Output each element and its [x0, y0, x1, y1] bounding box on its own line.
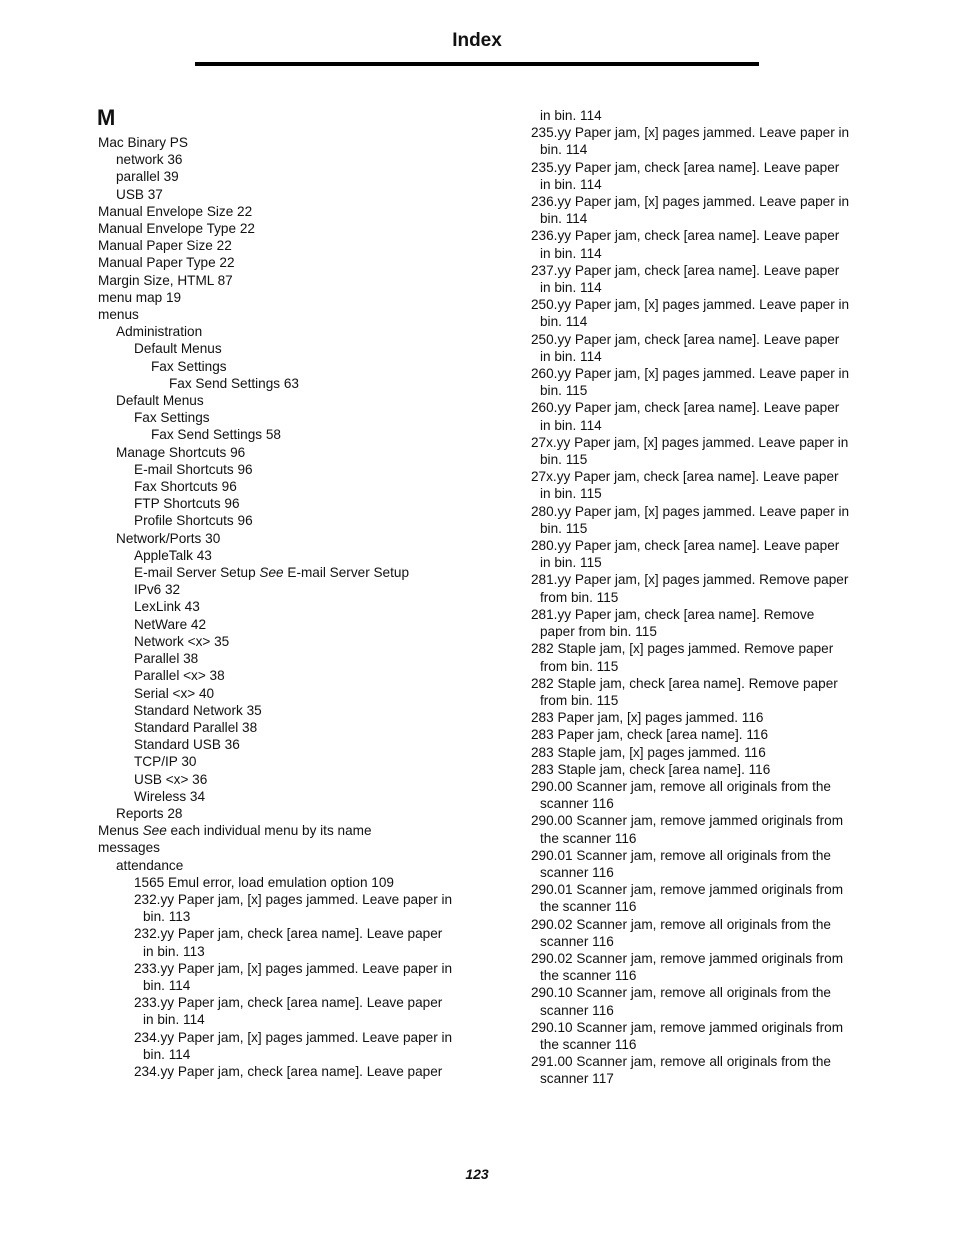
index-subentry [98, 925, 468, 959]
entry-continuation: in bin. 114 [540, 280, 602, 296]
entry-continuation: the scanner 116 [540, 899, 637, 915]
entry-text: 280.yy Paper jam, [x] pages jammed. Leave paper in [531, 503, 850, 519]
index-entry: messages [98, 840, 160, 856]
index-subentry [531, 227, 871, 261]
index-subentry: Parallel 38 [134, 651, 199, 667]
entry-text: 290.10 Scanner jam, remove jammed originals from [531, 1019, 844, 1035]
entry-continuation: bin. 115 [540, 383, 588, 399]
index-entry: Mac Binary PS [98, 135, 188, 150]
entry-continuation: bin. 113 [143, 909, 191, 925]
entry-text: 235.yy Paper jam, check [area name]. Leave paper [531, 159, 840, 175]
entry-text: 290.02 Scanner jam, remove jammed originals from [531, 950, 844, 966]
entry-continuation: scanner 117 [540, 1071, 614, 1087]
entry-continuation: from bin. 115 [540, 692, 619, 708]
entry-text: 290.02 Scanner jam, remove all originals from the [531, 916, 831, 932]
index-subentry: IPv6 32 [134, 582, 181, 598]
index-subentry: Network <x> 35 [134, 633, 230, 649]
index-subentry [531, 262, 871, 296]
header-divider [195, 62, 759, 66]
index-subentry [531, 640, 871, 674]
entry-text: 250.yy Paper jam, [x] pages jammed. Leave paper in [531, 297, 850, 313]
index-subentry [531, 916, 871, 950]
entry-text: 235.yy Paper jam, [x] pages jammed. Leave paper in [531, 125, 850, 141]
index-subentry [531, 503, 871, 537]
index-subentry: 283 Staple jam, [x] pages jammed. 116 [531, 744, 766, 760]
entry-continuation: scanner 116 [540, 864, 614, 880]
entry-text: 250.yy Paper jam, check [area name]. Leave paper [531, 331, 840, 347]
entry-text: 260.yy Paper jam, [x] pages jammed. Leave paper in [531, 366, 850, 382]
entry-continuation: from bin. 115 [540, 589, 619, 605]
index-subentry: AppleTalk 43 [134, 547, 212, 563]
entry-text: each individual menu by its name [166, 823, 372, 839]
index-subentry: Wireless 34 [134, 788, 206, 804]
entry-continuation: in bin. 113 [143, 943, 205, 959]
entry-text: 290.00 Scanner jam, remove all originals from the [531, 778, 831, 794]
index-subentry: Fax Settings [134, 410, 210, 426]
entry-continuation: bin. 114 [540, 142, 588, 158]
entry-continuation: bin. 114 [143, 1046, 191, 1062]
entry-text: 280.yy Paper jam, check [area name]. Leave paper [531, 538, 840, 554]
entry-text: 236.yy Paper jam, check [area name]. Leave paper [531, 228, 840, 244]
index-subentry: Serial <x> 40 [134, 685, 215, 701]
index-subentry: TCP/IP 30 [134, 754, 197, 770]
index-column-left [98, 134, 468, 1080]
index-subentry [531, 950, 871, 984]
entry-continuation: scanner 116 [540, 1002, 614, 1018]
index-column-right [531, 107, 871, 1088]
index-entry: Manual Envelope Size 22 [98, 203, 253, 219]
index-subentry [98, 564, 468, 581]
index-subentry [531, 984, 871, 1018]
entry-continuation: bin. 114 [540, 314, 588, 330]
entry-text: 290.10 Scanner jam, remove all originals from the [531, 985, 831, 1001]
index-subentry [98, 1029, 468, 1063]
index-subentry [531, 468, 871, 502]
entry-text: 236.yy Paper jam, [x] pages jammed. Leave paper in [531, 194, 850, 210]
entry-continuation: the scanner 116 [540, 968, 637, 984]
index-subentry [531, 1019, 871, 1053]
index-subentry [531, 193, 871, 227]
entry-text: 282 Staple jam, [x] pages jammed. Remove paper [531, 641, 834, 657]
index-section-letter: M [97, 105, 116, 130]
index-subentry: parallel 39 [116, 169, 179, 185]
index-subentry: Reports 28 [116, 805, 183, 821]
index-subentry: 234.yy Paper jam, check [area name]. Leave paper [134, 1063, 443, 1079]
index-subentry [98, 891, 468, 925]
see-reference: See [142, 823, 167, 839]
index-entry: menu map 19 [98, 289, 182, 305]
index-subentry [531, 881, 871, 915]
index-subentry: Parallel <x> 38 [134, 668, 225, 684]
index-entry: Margin Size, HTML 87 [98, 272, 233, 288]
page-number: 123 [465, 1166, 489, 1182]
index-subentry [531, 606, 871, 640]
index-subentry [531, 296, 871, 330]
index-subentry [531, 399, 871, 433]
index-subentry: LexLink 43 [134, 599, 200, 615]
index-subentry: USB <x> 36 [134, 771, 208, 787]
entry-continuation: in bin. 114 [540, 417, 602, 433]
index-subentry: attendance [116, 857, 184, 873]
index-entry: Manual Envelope Type 22 [98, 221, 255, 237]
index-subentry: Default Menus [116, 393, 204, 409]
entry-text: 291.00 Scanner jam, remove all originals from the [531, 1054, 831, 1070]
index-subentry [531, 675, 871, 709]
index-subentry [531, 365, 871, 399]
index-subentry [531, 159, 871, 193]
entry-text: 281.yy Paper jam, check [area name]. Remove [531, 606, 815, 622]
index-subentry: Administration [116, 324, 203, 340]
entry-continuation: from bin. 115 [540, 658, 619, 674]
entry-text: 233.yy Paper jam, check [area name]. Leave paper [134, 995, 443, 1011]
index-subentry: Default Menus [134, 341, 222, 357]
index-subentry: Fax Send Settings 63 [169, 375, 299, 391]
entry-text: 234.yy Paper jam, [x] pages jammed. Leave paper in [134, 1029, 453, 1045]
index-subentry [531, 124, 871, 158]
entry-text: 233.yy Paper jam, [x] pages jammed. Leave paper in [134, 960, 453, 976]
entry-text: 232.yy Paper jam, check [area name]. Leave paper [134, 926, 443, 942]
index-subentry [531, 537, 871, 571]
entry-continuation: bin. 114 [540, 211, 588, 227]
entry-continuation: in bin. 114 [540, 348, 602, 364]
index-subentry: Standard USB 36 [134, 737, 240, 753]
entry-text: 290.01 Scanner jam, remove jammed originals from [531, 882, 844, 898]
index-subentry [531, 434, 871, 468]
entry-text: E-mail Server Setup [283, 565, 410, 581]
index-subentry: USB 37 [116, 186, 163, 202]
entry-continuation: bin. 115 [540, 520, 588, 536]
entry-text: 27x.yy Paper jam, check [area name]. Leave paper [531, 469, 839, 485]
index-subentry: E-mail Shortcuts 96 [134, 461, 253, 477]
index-subentry [531, 571, 871, 605]
index-subentry: Standard Network 35 [134, 702, 262, 718]
entry-text: 290.01 Scanner jam, remove all originals from the [531, 847, 831, 863]
index-subentry: 283 Paper jam, check [area name]. 116 [531, 727, 769, 743]
entry-text: 281.yy Paper jam, [x] pages jammed. Remove paper [531, 572, 849, 588]
index-subentry: Standard Parallel 38 [134, 719, 258, 735]
index-subentry: NetWare 42 [134, 616, 207, 632]
entry-continuation: in bin. 114 [143, 1012, 205, 1028]
entry-text: 260.yy Paper jam, check [area name]. Leave paper [531, 400, 840, 416]
index-subentry: Manage Shortcuts 96 [116, 444, 246, 460]
index-subentry: network 36 [116, 152, 183, 168]
entry-continuation: the scanner 116 [540, 1036, 637, 1052]
page-header-title: Index [452, 30, 502, 51]
index-subentry [531, 778, 871, 812]
index-subentry [98, 960, 468, 994]
entry-continuation: scanner 116 [540, 796, 614, 812]
index-subentry [98, 994, 468, 1028]
entry-text: Menus [98, 823, 143, 839]
index-subentry: Fax Settings [151, 358, 227, 374]
index-subentry: Fax Send Settings 58 [151, 427, 281, 443]
index-subentry [531, 812, 871, 846]
entry-continuation: in bin. 114 [540, 176, 602, 192]
entry-continuation: bin. 115 [540, 452, 588, 468]
index-entry [98, 822, 468, 839]
entry-text: 282 Staple jam, check [area name]. Remove paper [531, 675, 838, 691]
index-subentry: 1565 Emul error, load emulation option 109 [134, 874, 394, 890]
index-subentry [531, 331, 871, 365]
entry-text: 27x.yy Paper jam, [x] pages jammed. Leave paper in [531, 434, 849, 450]
entry-continuation: in bin. 115 [540, 555, 602, 571]
entry-text: E-mail Server Setup [134, 565, 260, 581]
see-reference: See [259, 565, 284, 581]
entry-continuation: bin. 114 [143, 977, 191, 993]
entry-text: 290.00 Scanner jam, remove jammed originals from [531, 813, 844, 829]
entry-continuation: in bin. 115 [540, 486, 602, 502]
index-subentry [531, 1053, 871, 1087]
index-subentry: 283 Paper jam, [x] pages jammed. 116 [531, 710, 764, 726]
entry-continuation: scanner 116 [540, 933, 614, 949]
index-subentry [531, 847, 871, 881]
entry-continuation: the scanner 116 [540, 830, 637, 846]
entry-text: 232.yy Paper jam, [x] pages jammed. Leave paper in [134, 891, 453, 907]
index-subentry: 283 Staple jam, check [area name]. 116 [531, 761, 771, 777]
entry-text: 237.yy Paper jam, check [area name]. Leave paper [531, 262, 840, 278]
index-subentry: FTP Shortcuts 96 [134, 496, 240, 512]
index-subentry: Profile Shortcuts 96 [134, 513, 253, 529]
index-subentry: Fax Shortcuts 96 [134, 479, 237, 495]
index-subentry: Network/Ports 30 [116, 530, 221, 546]
index-entry: menus [98, 307, 139, 323]
entry-continuation: in bin. 114 [540, 108, 602, 123]
entry-continuation: paper from bin. 115 [540, 624, 657, 640]
index-entry: Manual Paper Type 22 [98, 255, 235, 271]
entry-continuation: in bin. 114 [540, 245, 602, 261]
index-entry: Manual Paper Size 22 [98, 238, 232, 254]
